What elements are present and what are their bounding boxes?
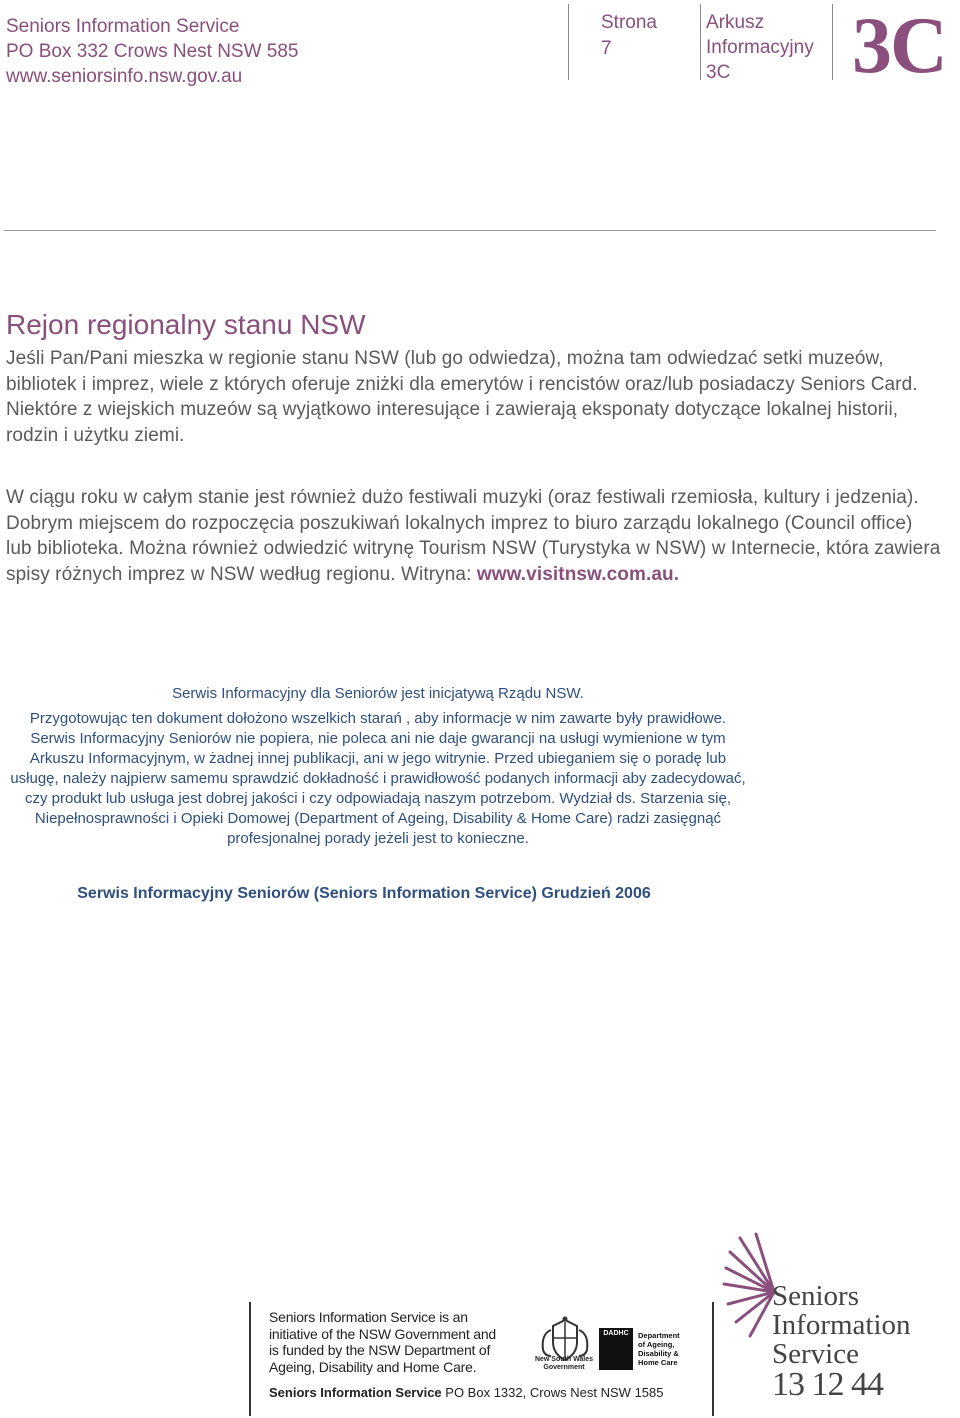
dadhc-name-line: Department <box>638 1331 680 1340</box>
org-address: PO Box 332 Crows Nest NSW 585 <box>6 41 299 62</box>
sis-logo-line: Information <box>772 1309 911 1341</box>
funding-line: is funded by the NSW Department of <box>269 1342 491 1358</box>
org-name: Seniors Information Service <box>6 16 240 37</box>
sheet-label: Arkusz <box>706 12 765 33</box>
org-website-link[interactable]: www.seniorsinfo.nsw.gov.au <box>6 66 243 87</box>
logo-divider <box>712 1302 714 1416</box>
funding-line: initiative of the NSW Government and <box>269 1325 497 1342</box>
sheet-indicator <box>706 10 814 85</box>
sheet-code-large: 3C <box>852 2 946 90</box>
logo-divider <box>249 1302 251 1416</box>
footer-credit: Serwis Informacyjny Seniorów (Seniors Information Service) Grudzień 2006 <box>77 885 651 902</box>
dadhc-name <box>638 1331 680 1367</box>
header-divider <box>700 4 701 80</box>
page-indicator <box>601 10 657 62</box>
dadhc-abbr: DADHC <box>603 1330 629 1337</box>
paragraph-museums: Jeśli Pan/Pani mieszka w regionie stanu NSW (lub go odwiedza), można tam odwiedzać setki muzeów, bibliotek i imprez, wiele z których oferuje zniżki dla emerytów i rencistów oraz/lub posiadaczy Seniors Card. Niektóre z wiejskich muzeów są wyjątkowo interesujące i zawierają eksponaty dotyczące lokalnej historii, rodzin i użytku ziemi. <box>6 348 918 446</box>
header-divider <box>832 4 833 80</box>
sis-logo-line: Seniors <box>772 1280 859 1312</box>
section-heading: Rejon regionalny stanu NSW <box>6 309 366 340</box>
dadhc-name-line: of Ageing, <box>638 1340 675 1349</box>
disclaimer-text: Przygotowując ten dokument dołożono wszelkich starań , aby informacje w nim zawarte były prawidłowe. Serwis Informacyjny Seniorów nie popiera, nie poleca ani nie daje gwarancji na usługi wymienione w tym Arkuszu Informacyjnym, w żadnej innej publikacji, ani w jego witrynie. Przed ubieganiem się o poradę lub usługę, należy najpierw samemu sprawdzić dokładność i prawidłowość podanych informacji aby zadecydować, czy produkt lub usługa jest dobrej jakości i czy odpowiadają naszym potrzebom. Wydział ds. Starzenia się, Niepełnosprawności i Opieki Domowej (Department of Ageing, Disability & Home Care) radzi zasięgnąć profesjonalnej porady jeżeli jest to konieczne. <box>10 710 746 847</box>
postal-address-detail: PO Box 1332, Crows Nest NSW 1585 <box>441 1385 664 1400</box>
visitnsw-link[interactable]: www.visitnsw.com.au. <box>476 563 680 585</box>
initiative-note: Serwis Informacyjny dla Seniorów jest inicjatywą Rządu NSW. <box>172 685 584 702</box>
page-number: 7 <box>601 38 612 59</box>
header-contact <box>6 14 299 89</box>
postal-address-org: Seniors Information Service <box>269 1385 442 1400</box>
postal-address <box>269 1385 663 1401</box>
page-label: Strona <box>601 12 657 33</box>
funding-line: Ageing, Disability and Home Care. <box>269 1358 477 1375</box>
nsw-government-caption: New South Wales Government <box>534 1356 594 1371</box>
paragraph-festivals <box>6 485 941 587</box>
sheet-label: Informacyjny <box>706 37 814 58</box>
dadhc-logo <box>599 1328 633 1370</box>
header-divider <box>568 4 569 80</box>
dadhc-name-line: Home Care <box>638 1358 678 1367</box>
sis-logo-wordmark <box>772 1282 911 1369</box>
header-rule <box>4 230 936 231</box>
sis-logo-line: Service <box>772 1338 859 1370</box>
funding-statement <box>269 1309 496 1375</box>
sis-phone-number: 13 12 44 <box>772 1366 883 1403</box>
paragraph-text: W ciągu roku w całym stanie jest również dużo festiwali muzyki (oraz festiwali rzemiosła, kultury i jedzenia). Dobrym miejscem do rozpoczęcia poszukiwań lokalnych imprez to biuro zarządu lokalnego (Council office) lub biblioteka. Można również odwiedzić witrynę Tourism NSW (Turystyka w NSW) w Internecie, która zawiera spisy różnych imprez w NSW według regionu. Witryna: <box>6 487 941 585</box>
dadhc-name-line: Disability & <box>638 1349 679 1358</box>
funding-line: Seniors Information Service is an <box>269 1309 468 1325</box>
sheet-code: 3C <box>706 62 731 83</box>
